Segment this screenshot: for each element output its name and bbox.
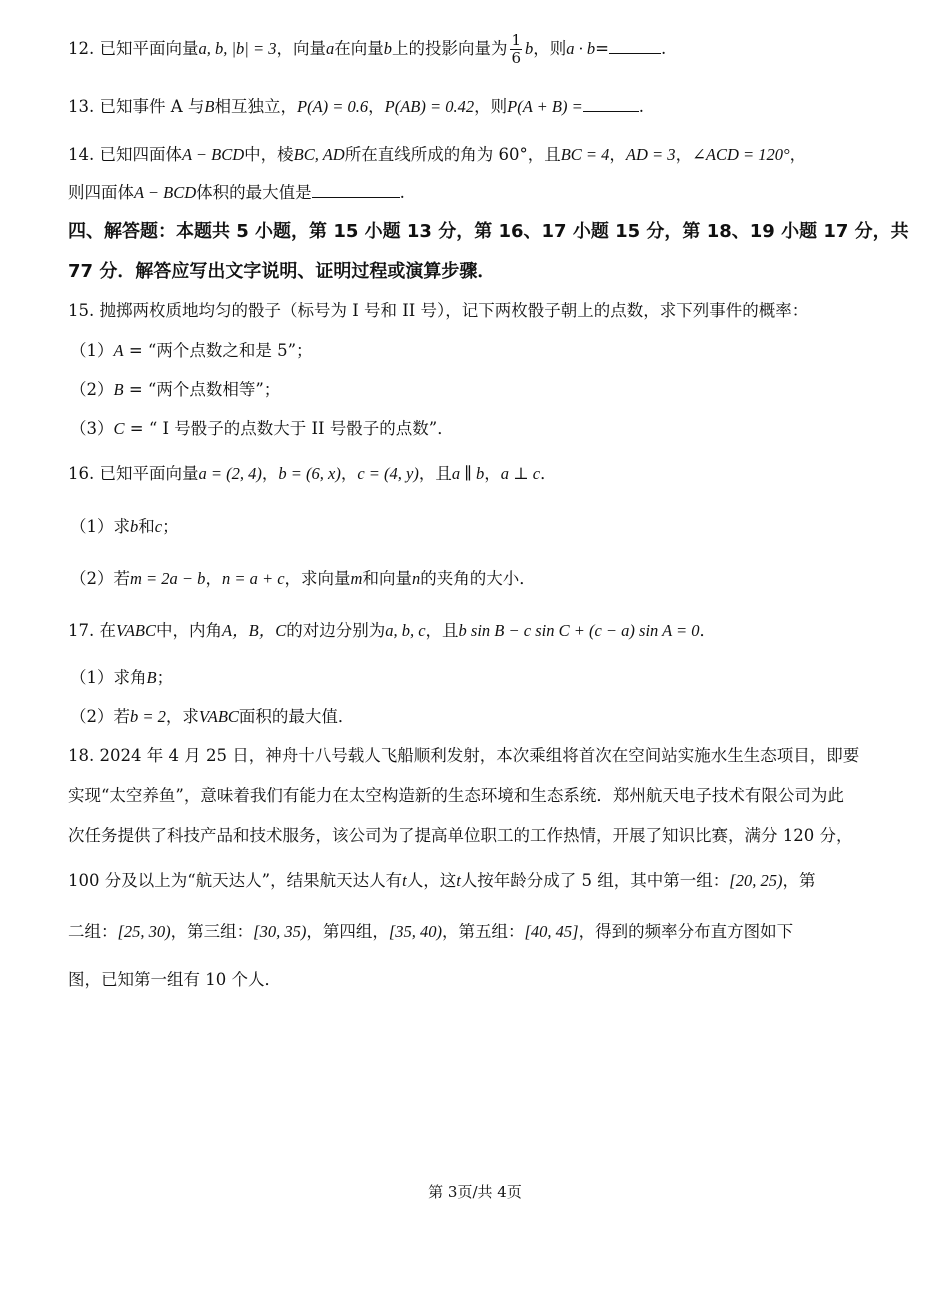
vector-m: m [350, 569, 363, 588]
q16-vector-c: c = (4, y) [357, 464, 419, 483]
question-16-part-1 [70, 516, 179, 538]
question-17-stem [68, 620, 716, 642]
question-15-stem: 15. 抛掷两枚质地均匀的骰子（标号为 I 号和 II 号），记下两枚骰子朝上的点数，求下列事件的概率： [68, 301, 809, 320]
event-variable: A [113, 341, 124, 360]
question-18-line-4 [68, 870, 815, 892]
q12-prefix: 12. 已知平面向量 [68, 39, 199, 58]
question-12: 12. 已知平面向量a, b, |b| = 3，向量a在向量b上的投影向量为 $\frac{1}{6}$ b，则a · b= . [68, 31, 667, 67]
q12-vector-a: a [325, 39, 335, 58]
part-text: ； [156, 668, 174, 687]
q17-angles: A，B，C [222, 621, 287, 640]
triangle-name: VABC [198, 707, 239, 726]
q14-sep: ， [789, 145, 807, 164]
question-16-part-2 [70, 568, 536, 590]
q16-perpendicular: a ⊥ c [500, 464, 541, 483]
part-text: （2）若 [70, 707, 130, 726]
side-b-value: b = 2 [130, 707, 166, 726]
q17-equation: b sin B − c sin C + (c − a) sin A = 0 [458, 621, 700, 640]
q18-text: ，第三组： [170, 922, 254, 941]
q12-text: 在向量 [334, 39, 384, 58]
vector-m-def: m = 2a − b [130, 569, 206, 588]
q16-sep: ， [261, 464, 279, 483]
question-18-line-3: 次任务提供了科技产品和技术服务，该公司为了提高单位职工的工作热情，开展了知识比赛，满分 120 分， [68, 826, 853, 845]
q18-text: ，第五组： [442, 922, 525, 941]
q13-p-union: P(A + B) = [507, 97, 583, 116]
q17-sides: a, b, c [385, 621, 426, 640]
q14-ad: AD = 3 [625, 145, 676, 164]
q14-sep: ， [609, 145, 626, 164]
q16-text: ，且 [418, 464, 452, 483]
section-4-heading-line-1: 四、解答题：本题共 5 小题，第 15 小题 13 分，第 16、17 小题 15 分，第 18、19 小题 17 分，共 [68, 221, 909, 242]
q12-text: 上的投影向量为 [391, 39, 508, 58]
angle-b: B [146, 668, 157, 687]
section-4-heading-line-2: 77 分．解答应写出文字说明、证明过程或演算步骤． [68, 261, 496, 282]
question-15-part-2 [70, 379, 280, 401]
q12-fraction [510, 32, 522, 67]
q18-group-3-interval: [30, 35) [253, 922, 307, 941]
q12-vectors: a, b, |b| = 3 [198, 39, 277, 58]
q18-text: ，得到的频率分布直方图如下 [578, 922, 794, 941]
vector-n: n [411, 569, 421, 588]
part-text: 和向量 [362, 569, 412, 588]
q12-dot-product: a · b [566, 39, 596, 58]
event-variable: C [113, 419, 125, 438]
answer-blank [312, 183, 400, 198]
q18-group-5-interval: [40, 45] [524, 922, 579, 941]
q13-text: ，则 [474, 97, 508, 116]
q18-text: 人，这 [406, 871, 457, 890]
q14-bc: BC = 4 [560, 145, 610, 164]
part-text: 的夹角的大小． [420, 569, 536, 588]
question-17-part-1 [70, 667, 173, 689]
q17-text: 中，内角 [156, 621, 223, 640]
q14-text: 中，棱 [244, 145, 294, 164]
q16-parallel: a ∥ b [451, 464, 485, 483]
q14-end: . [399, 183, 405, 202]
part-text: = “两个点数相等”； [128, 380, 281, 399]
q12-equals: = [595, 39, 609, 58]
q17-triangle: VABC [116, 621, 157, 640]
q13-pa: P(A) = 0.6 [297, 97, 369, 116]
q13-sep: ， [368, 97, 385, 116]
q17-text: ，且 [425, 621, 459, 640]
q18-text: 二组： [68, 922, 118, 941]
answer-blank [609, 39, 661, 54]
q14-tetrahedron: A − BCD [134, 183, 197, 202]
fraction-denominator: 6 [511, 49, 522, 67]
q18-text: ，第 [782, 871, 816, 890]
q16-vector-a: a = (2, 4) [198, 464, 262, 483]
q18-text: 人按年龄分成了 5 组，其中第一组： [460, 871, 730, 890]
part-text: （2）若 [70, 569, 130, 588]
q18-variable-t: t [402, 871, 407, 890]
q14-angle: ∠ACD = 120° [692, 145, 790, 164]
part-text: = “两个点数之和是 5”； [128, 341, 313, 360]
q14-text: 则四面体 [68, 183, 134, 202]
question-16-stem [68, 463, 557, 485]
question-18-line-2: 实现“太空养鱼”，意味着我们有能力在太空构造新的生态环境和生态系统．郑州航天电子技术有限公司为此 [68, 786, 844, 805]
part-text: ，求向量 [284, 569, 351, 588]
part-label: （2） [70, 380, 114, 399]
q17-text: 的对边分别为 [286, 621, 386, 640]
part-text: 和 [138, 517, 155, 536]
part-label: （1） [70, 341, 114, 360]
part-text: ，求 [165, 707, 199, 726]
question-14-line-2 [68, 182, 405, 204]
q13-event-b: B [204, 97, 215, 116]
question-14-line-1 [68, 144, 806, 166]
q12-vector-b: b [525, 39, 534, 58]
q16-sep: ， [484, 464, 501, 483]
question-18-line-5 [68, 921, 793, 943]
q12-text: ，则 [533, 39, 567, 58]
q17-text: 17. 在 [68, 621, 116, 640]
q13-prefix: 13. 已知事件 A 与 [68, 97, 205, 116]
q13-text: 相互独立， [214, 97, 297, 116]
q18-variable-t: t [456, 871, 461, 890]
q18-group-4-interval: [35, 40) [388, 922, 443, 941]
q14-sep: ， [675, 145, 693, 164]
q12-text: ，向量 [276, 39, 326, 58]
part-label: （3） [70, 419, 114, 438]
q14-text: 体积的最大值是 [196, 183, 312, 202]
question-17-part-2 [70, 706, 354, 728]
event-variable: B [113, 380, 124, 399]
q16-end: ． [540, 464, 557, 483]
vector-n-def: n = a + c [221, 569, 285, 588]
q16-text: 16. 已知平面向量 [68, 464, 199, 483]
question-18-line-1: 18. 2024 年 4 月 25 日，神舟十八号载人飞船顺利发射，本次乘组将首次在空间站实施水生生态项目，即要 [68, 746, 860, 765]
q14-tetrahedron: A − BCD [182, 145, 245, 164]
part-text: ； [162, 517, 179, 536]
answer-blank [583, 97, 639, 112]
q18-text: ，第四组， [306, 922, 389, 941]
q14-text: 所在直线所成的角为 60°，且 [344, 145, 561, 164]
fraction-numerator: 1 [511, 31, 522, 49]
part-text: 面积的最大值． [238, 707, 355, 726]
q16-sep: ， [340, 464, 358, 483]
part-text: = “ I 号骰子的点数大于 II 号骰子的点数”． [129, 419, 454, 438]
question-18-line-6: 图，已知第一组有 10 个人． [68, 970, 281, 989]
q14-text: 14. 已知四面体 [68, 145, 182, 164]
vector-b: b [130, 517, 139, 536]
vector-c: c [154, 517, 163, 536]
page-footer: 第 3页/共 4页 [428, 1183, 522, 1201]
q12-vector-b: b [383, 39, 392, 58]
part-text: （1）求角 [70, 668, 147, 687]
q13-pab: P(AB) = 0.42 [384, 97, 475, 116]
q16-vector-b: b = (6, x) [278, 464, 341, 483]
question-15-part-1 [70, 340, 313, 362]
question-13: 13. 已知事件 A 与B相互独立，P(A) = 0.6，P(AB) = 0.42，则P(A + B) = . [68, 97, 644, 116]
q18-group-2-interval: [25, 30) [117, 922, 171, 941]
q14-edges: BC, AD [293, 145, 345, 164]
part-text: （1）求 [70, 517, 130, 536]
q17-end: ． [699, 621, 717, 640]
q18-text: 100 分及以上为“航天达人”，结果航天达人有 [68, 871, 403, 890]
question-15-part-3 [70, 418, 454, 440]
q18-group-1-interval: [20, 25) [729, 871, 783, 890]
part-sep: ， [205, 569, 222, 588]
